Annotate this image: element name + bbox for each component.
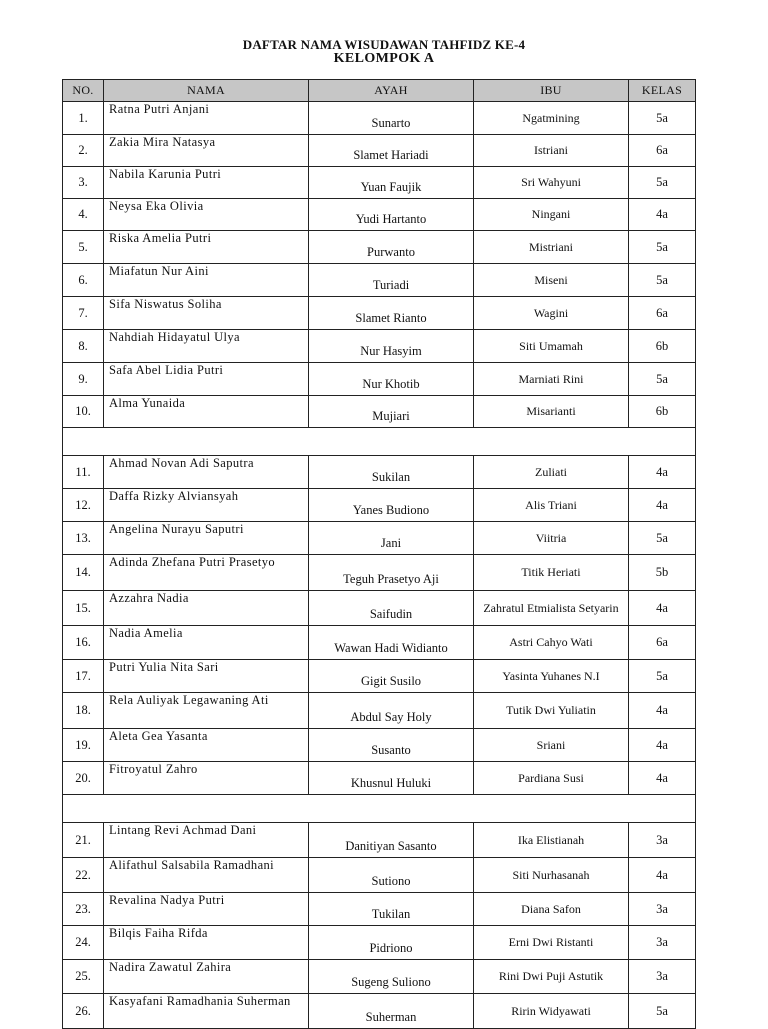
cell-ayah: Sukilan <box>309 456 474 489</box>
cell-no: 22. <box>63 858 104 893</box>
cell-nama: Revalina Nadya Putri <box>104 893 309 926</box>
cell-nama: Bilqis Faiha Rifda <box>104 926 309 960</box>
table-row <box>63 693 696 729</box>
cell-ibu: Sriani <box>474 729 629 762</box>
cell-ibu: Titik Heriati <box>474 555 629 591</box>
cell-kelas: 4a <box>629 489 696 522</box>
cell-ibu: Mistriani <box>474 231 629 264</box>
cell-no: 19. <box>63 729 104 762</box>
separator-cell <box>63 428 696 456</box>
cell-ibu: Zuliati <box>474 456 629 489</box>
cell-kelas: 4a <box>629 762 696 795</box>
cell-nama: Alma Yunaida <box>104 396 309 428</box>
cell-kelas: 5b <box>629 555 696 591</box>
cell-no: 24. <box>63 926 104 960</box>
cell-kelas: 5a <box>629 167 696 199</box>
cell-no: 12. <box>63 489 104 522</box>
cell-kelas: 6a <box>629 297 696 330</box>
cell-ibu: Istriani <box>474 135 629 167</box>
table-row <box>63 823 696 858</box>
cell-kelas: 6a <box>629 135 696 167</box>
table-row <box>63 555 696 591</box>
cell-nama: Daffa Rizky Alviansyah <box>104 489 309 522</box>
table-row <box>63 960 696 994</box>
cell-kelas: 4a <box>629 456 696 489</box>
table-row <box>63 489 696 522</box>
cell-nama: Ahmad Novan Adi Saputra <box>104 456 309 489</box>
cell-no: 26. <box>63 994 104 1029</box>
cell-ayah: Slamet Hariadi <box>309 135 474 167</box>
document-subtitle: KELOMPOK A <box>333 51 435 66</box>
cell-ibu: Siti Nurhasanah <box>474 858 629 893</box>
cell-kelas: 5a <box>629 102 696 135</box>
cell-no: 14. <box>63 555 104 591</box>
cell-nama: Zakia Mira Natasya <box>104 135 309 167</box>
table-row <box>63 522 696 555</box>
table-row <box>63 135 696 167</box>
cell-ayah: Saifudin <box>309 591 474 626</box>
cell-ayah: Suherman <box>309 994 474 1029</box>
cell-ayah: Sunarto <box>309 102 474 135</box>
cell-ibu: Alis Triani <box>474 489 629 522</box>
cell-ayah: Jani <box>309 522 474 555</box>
cell-no: 16. <box>63 626 104 660</box>
table-row <box>63 729 696 762</box>
cell-ibu: Siti Umamah <box>474 330 629 363</box>
cell-ayah: Gigit Susilo <box>309 660 474 693</box>
cell-no: 17. <box>63 660 104 693</box>
cell-ayah: Turiadi <box>309 264 474 297</box>
cell-ibu: Ningani <box>474 199 629 231</box>
header-kelas: KELAS <box>629 80 696 102</box>
cell-no: 10. <box>63 396 104 428</box>
cell-ibu: Sri Wahyuni <box>474 167 629 199</box>
cell-kelas: 4a <box>629 858 696 893</box>
student-table <box>62 79 696 1029</box>
cell-ibu: Miseni <box>474 264 629 297</box>
table-row <box>63 363 696 396</box>
cell-ayah: Khusnul Huluki <box>309 762 474 795</box>
cell-ibu: Wagini <box>474 297 629 330</box>
cell-ayah: Sutiono <box>309 858 474 893</box>
cell-nama: Nadia Amelia <box>104 626 309 660</box>
cell-no: 8. <box>63 330 104 363</box>
cell-kelas: 3a <box>629 960 696 994</box>
table-row <box>63 396 696 428</box>
cell-nama: Safa Abel Lidia Putri <box>104 363 309 396</box>
cell-no: 2. <box>63 135 104 167</box>
cell-ibu: Astri Cahyo Wati <box>474 626 629 660</box>
cell-ibu: Ririn Widyawati <box>474 994 629 1029</box>
cell-nama: Aleta Gea Yasanta <box>104 729 309 762</box>
cell-ibu: Tutik Dwi Yuliatin <box>474 693 629 729</box>
cell-no: 25. <box>63 960 104 994</box>
table-row <box>63 591 696 626</box>
table-row <box>63 167 696 199</box>
cell-kelas: 5a <box>629 231 696 264</box>
table-row <box>63 199 696 231</box>
document-title: DAFTAR NAMA WISUDAWAN TAHFIDZ KE-4 <box>242 37 526 52</box>
cell-kelas: 3a <box>629 926 696 960</box>
cell-ayah: Purwanto <box>309 231 474 264</box>
cell-nama: Angelina Nurayu Saputri <box>104 522 309 555</box>
cell-ibu: Marniati Rini <box>474 363 629 396</box>
cell-ayah: Yuan Faujik <box>309 167 474 199</box>
cell-ibu: Misarianti <box>474 396 629 428</box>
table-row <box>63 264 696 297</box>
cell-nama: Nabila Karunia Putri <box>104 167 309 199</box>
cell-no: 6. <box>63 264 104 297</box>
cell-ayah: Nur Hasyim <box>309 330 474 363</box>
cell-kelas: 5a <box>629 522 696 555</box>
cell-nama: Azzahra Nadia <box>104 591 309 626</box>
header-ayah: AYAH <box>309 80 474 102</box>
table-row <box>63 660 696 693</box>
cell-nama: Miafatun Nur Aini <box>104 264 309 297</box>
cell-ayah: Wawan Hadi Widianto <box>309 626 474 660</box>
cell-no: 13. <box>63 522 104 555</box>
cell-ibu: Viitria <box>474 522 629 555</box>
cell-nama: Putri Yulia Nita Sari <box>104 660 309 693</box>
cell-kelas: 4a <box>629 729 696 762</box>
cell-kelas: 4a <box>629 693 696 729</box>
cell-ayah: Danitiyan Sasanto <box>309 823 474 858</box>
cell-ayah: Sugeng Suliono <box>309 960 474 994</box>
cell-ayah: Tukilan <box>309 893 474 926</box>
cell-kelas: 3a <box>629 893 696 926</box>
cell-nama: Alifathul Salsabila Ramadhani <box>104 858 309 893</box>
header-ibu: IBU <box>474 80 629 102</box>
cell-kelas: 6b <box>629 396 696 428</box>
header-nama: NAMA <box>104 80 309 102</box>
cell-ayah: Nur Khotib <box>309 363 474 396</box>
cell-nama: Neysa Eka Olivia <box>104 199 309 231</box>
cell-ayah: Slamet Rianto <box>309 297 474 330</box>
cell-ibu: Zahratul Etmialista Setyarin <box>474 591 629 626</box>
cell-nama: Rela Auliyak Legawaning Ati <box>104 693 309 729</box>
cell-ayah: Mujiari <box>309 396 474 428</box>
table-row <box>63 297 696 330</box>
table-row <box>63 926 696 960</box>
cell-nama: Fitroyatul Zahro <box>104 762 309 795</box>
group-separator-row <box>63 428 696 456</box>
cell-ayah: Susanto <box>309 729 474 762</box>
cell-no: 7. <box>63 297 104 330</box>
cell-nama: Sifa Niswatus Soliha <box>104 297 309 330</box>
table-row <box>63 893 696 926</box>
table-row <box>63 330 696 363</box>
cell-ibu: Rini Dwi Puji Astutik <box>474 960 629 994</box>
cell-kelas: 4a <box>629 591 696 626</box>
cell-ayah: Pidriono <box>309 926 474 960</box>
cell-kelas: 5a <box>629 994 696 1029</box>
cell-nama: Ratna Putri Anjani <box>104 102 309 135</box>
cell-ibu: Ngatmining <box>474 102 629 135</box>
cell-ibu: Ika Elistianah <box>474 823 629 858</box>
table-row <box>63 102 696 135</box>
cell-kelas: 4a <box>629 199 696 231</box>
cell-no: 5. <box>63 231 104 264</box>
cell-nama: Nahdiah Hidayatul Ulya <box>104 330 309 363</box>
cell-kelas: 3a <box>629 823 696 858</box>
table-header-row <box>63 80 696 102</box>
cell-no: 9. <box>63 363 104 396</box>
cell-no: 4. <box>63 199 104 231</box>
cell-ayah: Yanes Budiono <box>309 489 474 522</box>
table-row <box>63 762 696 795</box>
group-separator-row <box>63 795 696 823</box>
cell-kelas: 6a <box>629 626 696 660</box>
cell-kelas: 5a <box>629 264 696 297</box>
cell-ayah: Abdul Say Holy <box>309 693 474 729</box>
cell-nama: Riska Amelia Putri <box>104 231 309 264</box>
cell-nama: Lintang Revi Achmad Dani <box>104 823 309 858</box>
cell-ayah: Yudi Hartanto <box>309 199 474 231</box>
cell-nama: Nadira Zawatul Zahira <box>104 960 309 994</box>
cell-kelas: 5a <box>629 363 696 396</box>
cell-ibu: Diana Safon <box>474 893 629 926</box>
cell-ibu: Yasinta Yuhanes N.I <box>474 660 629 693</box>
cell-no: 11. <box>63 456 104 489</box>
table-row <box>63 994 696 1029</box>
cell-no: 21. <box>63 823 104 858</box>
cell-ayah: Teguh Prasetyo Aji <box>309 555 474 591</box>
cell-kelas: 5a <box>629 660 696 693</box>
cell-no: 15. <box>63 591 104 626</box>
cell-no: 1. <box>63 102 104 135</box>
table-row <box>63 231 696 264</box>
cell-no: 3. <box>63 167 104 199</box>
cell-no: 23. <box>63 893 104 926</box>
cell-ibu: Pardiana Susi <box>474 762 629 795</box>
cell-ibu: Erni Dwi Ristanti <box>474 926 629 960</box>
cell-no: 18. <box>63 693 104 729</box>
header-no: NO. <box>63 80 104 102</box>
cell-nama: Adinda Zhefana Putri Prasetyo <box>104 555 309 591</box>
cell-nama: Kasyafani Ramadhania Suherman <box>104 994 309 1029</box>
cell-no: 20. <box>63 762 104 795</box>
table-row <box>63 858 696 893</box>
separator-cell <box>63 795 696 823</box>
cell-kelas: 6b <box>629 330 696 363</box>
table-row <box>63 456 696 489</box>
table-row <box>63 626 696 660</box>
table-body <box>63 102 696 1029</box>
